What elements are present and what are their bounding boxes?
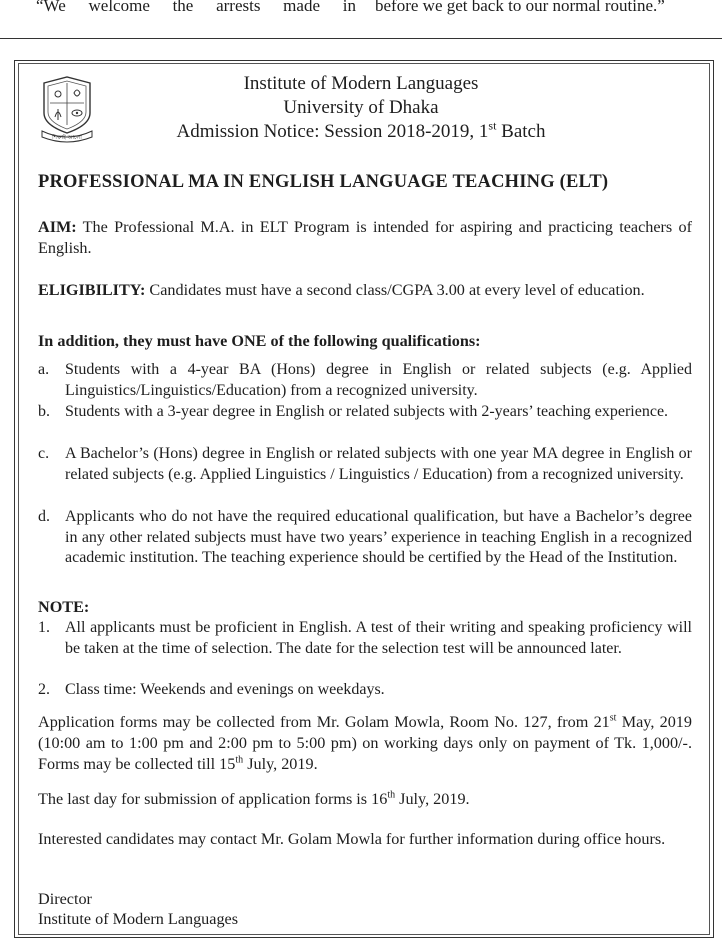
notice-prefix: Admission Notice: Session 2018-2019, 1 (176, 121, 489, 142)
item-text: All applicants must be proficient in English. A test of their writing and speaking proficiency will be taken at the time of selection. The date for the selection test will be announced later. (65, 619, 692, 657)
item-marker: d. (38, 508, 50, 525)
application-sup: th (235, 754, 244, 766)
item-marker: b. (38, 403, 50, 420)
top-snippet-left (36, 0, 356, 16)
application-sup: st (609, 712, 617, 724)
eligibility-text: Candidates must have a second class/CGPA 3.00 at every level of education. (145, 281, 645, 299)
note-heading: NOTE: (38, 598, 90, 616)
top-divider (0, 38, 722, 39)
deadline-sup: th (387, 789, 396, 801)
institute-name: Institute of Modern Languages (243, 73, 479, 94)
aim-paragraph (38, 217, 692, 259)
snippet-word: the (172, 0, 194, 15)
item-marker: c. (38, 445, 50, 462)
item-text: Students with a 3-year degree in English or related subjects with 2-years’ teaching experience. (65, 403, 669, 420)
item-marker: 2. (38, 681, 50, 698)
snippet-word: welcome (88, 0, 150, 15)
item-text: Class time: Weekends and evenings on weekdays. (65, 681, 385, 698)
qualifications-heading: In addition, they must have ONE of the following qualifications: (38, 332, 481, 350)
application-text: May, 2019 (10:00 am to 1:00 pm and 2:00 pm to 5:00 pm) on working days only on payment of Tk. 1,000/-. Forms may be collected till 15 (38, 713, 692, 773)
aim-label: AIM: (38, 218, 77, 236)
item-text: Applicants who do not have the required educational qualification, but have a Bachelor’s degree in any other related subjects must have two years’ experience in teaching English in a recognized academic institution. The teaching experience should be certified by the Head of the Institution. (65, 508, 692, 567)
snippet-word: in (342, 0, 356, 15)
top-snippet (0, 0, 722, 22)
deadline-text: July, 2019. (395, 790, 470, 808)
signature-title: Director (38, 890, 92, 908)
notice-suffix: Batch (496, 121, 546, 142)
application-text: Application forms may be collected from Mr. Golam Mowla, Room No. 127, from 21 (38, 713, 610, 731)
page-title: PROFESSIONAL MA IN ENGLISH LANGUAGE TEACHING (ELT) (38, 172, 609, 192)
deadline-text: The last day for submission of application forms is 16 (38, 790, 388, 808)
snippet-word: made (283, 0, 320, 15)
item-text: Students with a 4-year BA (Hons) degree in English or related subjects (e.g. Applied Linguistics/Linguistics/Education) from a recognized university. (65, 361, 692, 399)
application-text: July, 2019. (243, 755, 318, 773)
notice-sup: st (488, 118, 497, 133)
aim-text: The Professional M.A. in ELT Program is intended for aspiring and practicing teachers of English. (38, 218, 692, 257)
snippet-word: “We (36, 0, 66, 15)
admission-notice-line (0, 118, 722, 143)
item-text: A Bachelor’s (Hons) degree in English or related subjects with one year MA degree in English or related subjects (e.g. Applied Linguistics / Linguistics / Education) from a recognized university. (65, 445, 692, 483)
contact-paragraph: Interested candidates may contact Mr. Golam Mowla for further information during office hours. (38, 830, 666, 848)
top-snippet-right: before we get back to our normal routine.” (375, 0, 665, 15)
snippet-word: arrests (216, 0, 261, 15)
eligibility-label: ELIGIBILITY: (38, 281, 146, 299)
eligibility-paragraph (38, 280, 692, 301)
item-marker: 1. (38, 619, 50, 636)
item-marker: a. (38, 361, 50, 378)
university-name: University of Dhaka (283, 97, 439, 118)
seal-caption: শিক্ষাই আলো (52, 135, 82, 141)
deadline-paragraph (38, 789, 692, 810)
application-paragraph (38, 712, 692, 775)
signature-org: Institute of Modern Languages (38, 910, 239, 928)
